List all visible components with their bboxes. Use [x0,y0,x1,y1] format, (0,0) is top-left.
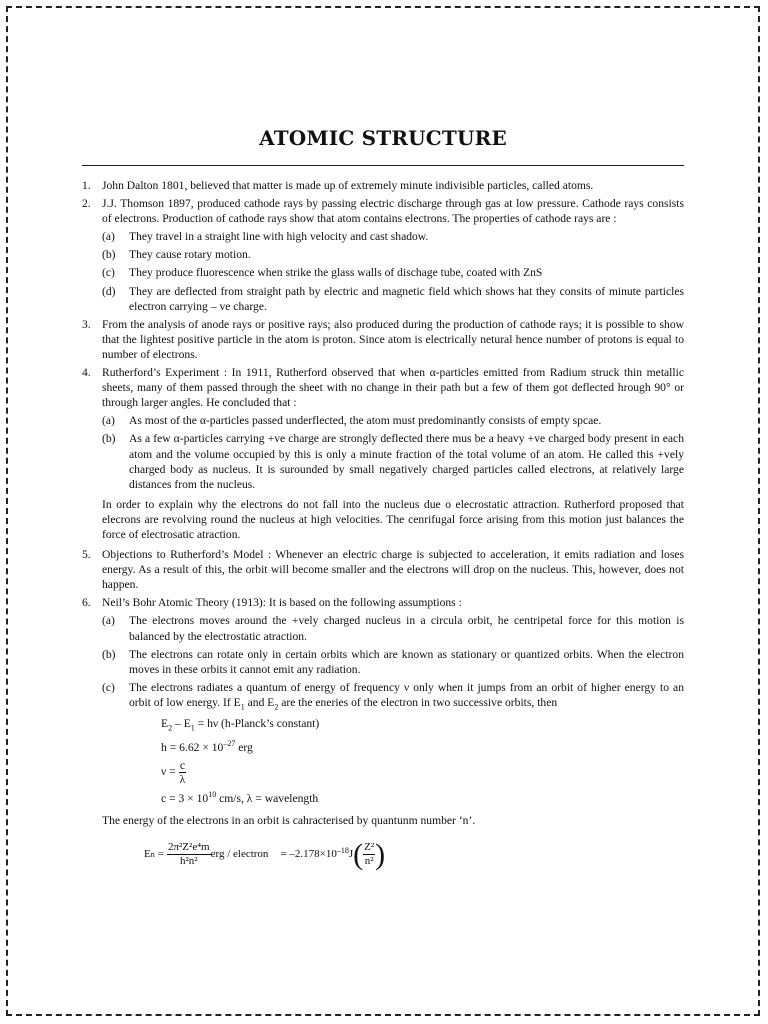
subitem-text: The electrons radiates a quantum of energy of frequency ν only when it jumps from an orbit of higher energy to an orbit of low energy. If E [129,680,684,709]
explanation-paragraph: In order to explain why the electrons do not fall into the nucleus due o elecrostatic attraction. Rutherford proposed that elecrons are revolving round the nucleus at high velocities. The cenrifugal force arising from this motion just balances the force of electrosatic atraction. [102,497,684,541]
subitem-label: (d) [102,284,116,298]
list-item [82,196,684,226]
subitem-label: (a) [102,414,115,428]
title-rule [82,165,684,166]
subitem-label: (b) [102,248,116,262]
subitem-text: The electrons moves around the +vely charged nucleus in a circula orbit, he centripetal force for this motion is balanced by the electrostatic atraction. [129,614,684,643]
item-text: From the analysis of anode rays or positive rays; also produced during the production of cathode rays; it is possible to show that the lightest positive particle in the atom is proton. Since atom is electrically netural hence number of protons is equal to number of electrons. [102,317,684,361]
list-item [82,365,684,410]
subitem-text: The electrons can rotate only in certain orbits which are known as stationary or quantized orbits. When the electron moves in these orbits it cannot emit any radiation. [129,647,684,676]
subitem-text: They cause rotary motion. [129,248,251,262]
subitem-text: are the eneries of the electron in two successive orbits, then [278,695,558,709]
frequency-relation: ν = $\frac{c}{\lambda}$ [161,759,186,787]
list-subitem [102,229,684,244]
list-subitem: (c) The electrons radiates a quantum of energy of frequency ν only when it jumps from an orbit of higher energy to an orbit of low energy. If $E_1$ and $E_2$ are the eneries of the electron in two successive orbits, then [102,680,684,712]
subitem-label: (c) [102,680,115,694]
list-subitem [102,413,684,428]
subitem-label: (b) [102,647,116,661]
item-text: J.J. Thomson 1897, produced cathode rays by passing electric discharge through gas at low pressure. Cathode rays consists of electrons. Production of cathode rays show that atom contains electrons. The properties of cathode rays are : [102,197,684,226]
list-item [82,178,684,193]
document-body [82,178,684,870]
list-subitem [102,431,684,491]
numbered-list [82,178,684,677]
item-number: 5. [82,548,91,562]
bohr-formulas [82,717,684,807]
subitem-text: They travel in a straight line with high velocity and cast shadow. [129,230,429,244]
list-item [82,595,684,610]
page-title: ATOMIC STRUCTURE [259,126,507,150]
item-text: John Dalton 1801, believed that matter is made up of extremely minute indivisible particles, called atoms. [102,179,594,192]
energy-note: The energy of the electrons in an orbit is cahracterised by quantunm number ‘n’. [102,813,476,827]
subitem-text: and E [244,695,275,709]
item-number: 3. [82,317,91,331]
list-subitem [102,265,684,280]
energy-equation: E n = $\frac{\text{2π²Z²e⁴m}}{\text{h²n²}}$ erg / electron = –2.178×10 $^{-18}$ J ( $\frac{\text{Z²}}{\text{n²}}$ ) [144,837,386,871]
list-item [82,547,684,592]
subitem-text: They are deflected from straight path by electric and magnetic field which shows hat they consits of minute particles electron carrying – ve charge. [129,284,684,313]
planck-value: $h = 6.62 \times 10^{-27}$ erg [161,739,253,754]
subitem-text: As most of the α-particles passed underflected, the atom must predominantly consists of empty spcae. [129,414,602,428]
item-number: 2. [82,197,91,211]
subitem-text: As a few α-particles carrying +ve charge are strongly deflected there mus be a heavy +ve charged body present in each atom and the volume occupied by this is only a minute fraction of the total volume of an atom. He called this +vely charged body as nucleus. It is surounded by small negatively charged particles called electrons, at relatively large distances from the nucleus. [129,432,684,491]
item-number: 4. [82,366,91,380]
speed-of-light: $c = 3 \times 10^{10}$ cm/s, λ = wavelength [161,790,319,806]
subitem-label: (c) [102,266,115,280]
item-text: Objections to Rutherford’s Model : Whenever an electric charge is subjected to acceleration, it emits radiation and loses energy. As a result of this, the orbit will become smaller and the electrons will drop on the nucleus. This, however, does not happen. [102,548,684,592]
planck-relation: $E_2 - E_1 = h\nu$ (h-Planck’s constant) [161,717,320,733]
subitem-label: (a) [102,614,115,628]
item-text: Neil’s Bohr Atomic Theory (1913): It is based on the following assumptions : [102,596,462,610]
list-item [82,317,684,362]
subitem-label: (a) [102,230,115,244]
subitem-label: (b) [102,432,116,446]
list-subitem [102,247,684,262]
item-number: 6. [82,596,91,610]
item-number: 1. [82,179,91,192]
subitem-text: They produce fluorescence when strike the glass walls of dischage tube, coated with ZnS [129,266,543,280]
list-subitem [102,647,684,677]
list-subitem [102,284,684,314]
item-text: Rutherford’s Experiment : In 1911, Rutherford observed that when α-particles emitted from Radium struck thin metallic sheets, many of them passed through the sheet with no change in their path but a few of them got deflected hrough 90° or through larger angles. He concluded that : [102,366,684,410]
list-subitem [102,613,684,643]
